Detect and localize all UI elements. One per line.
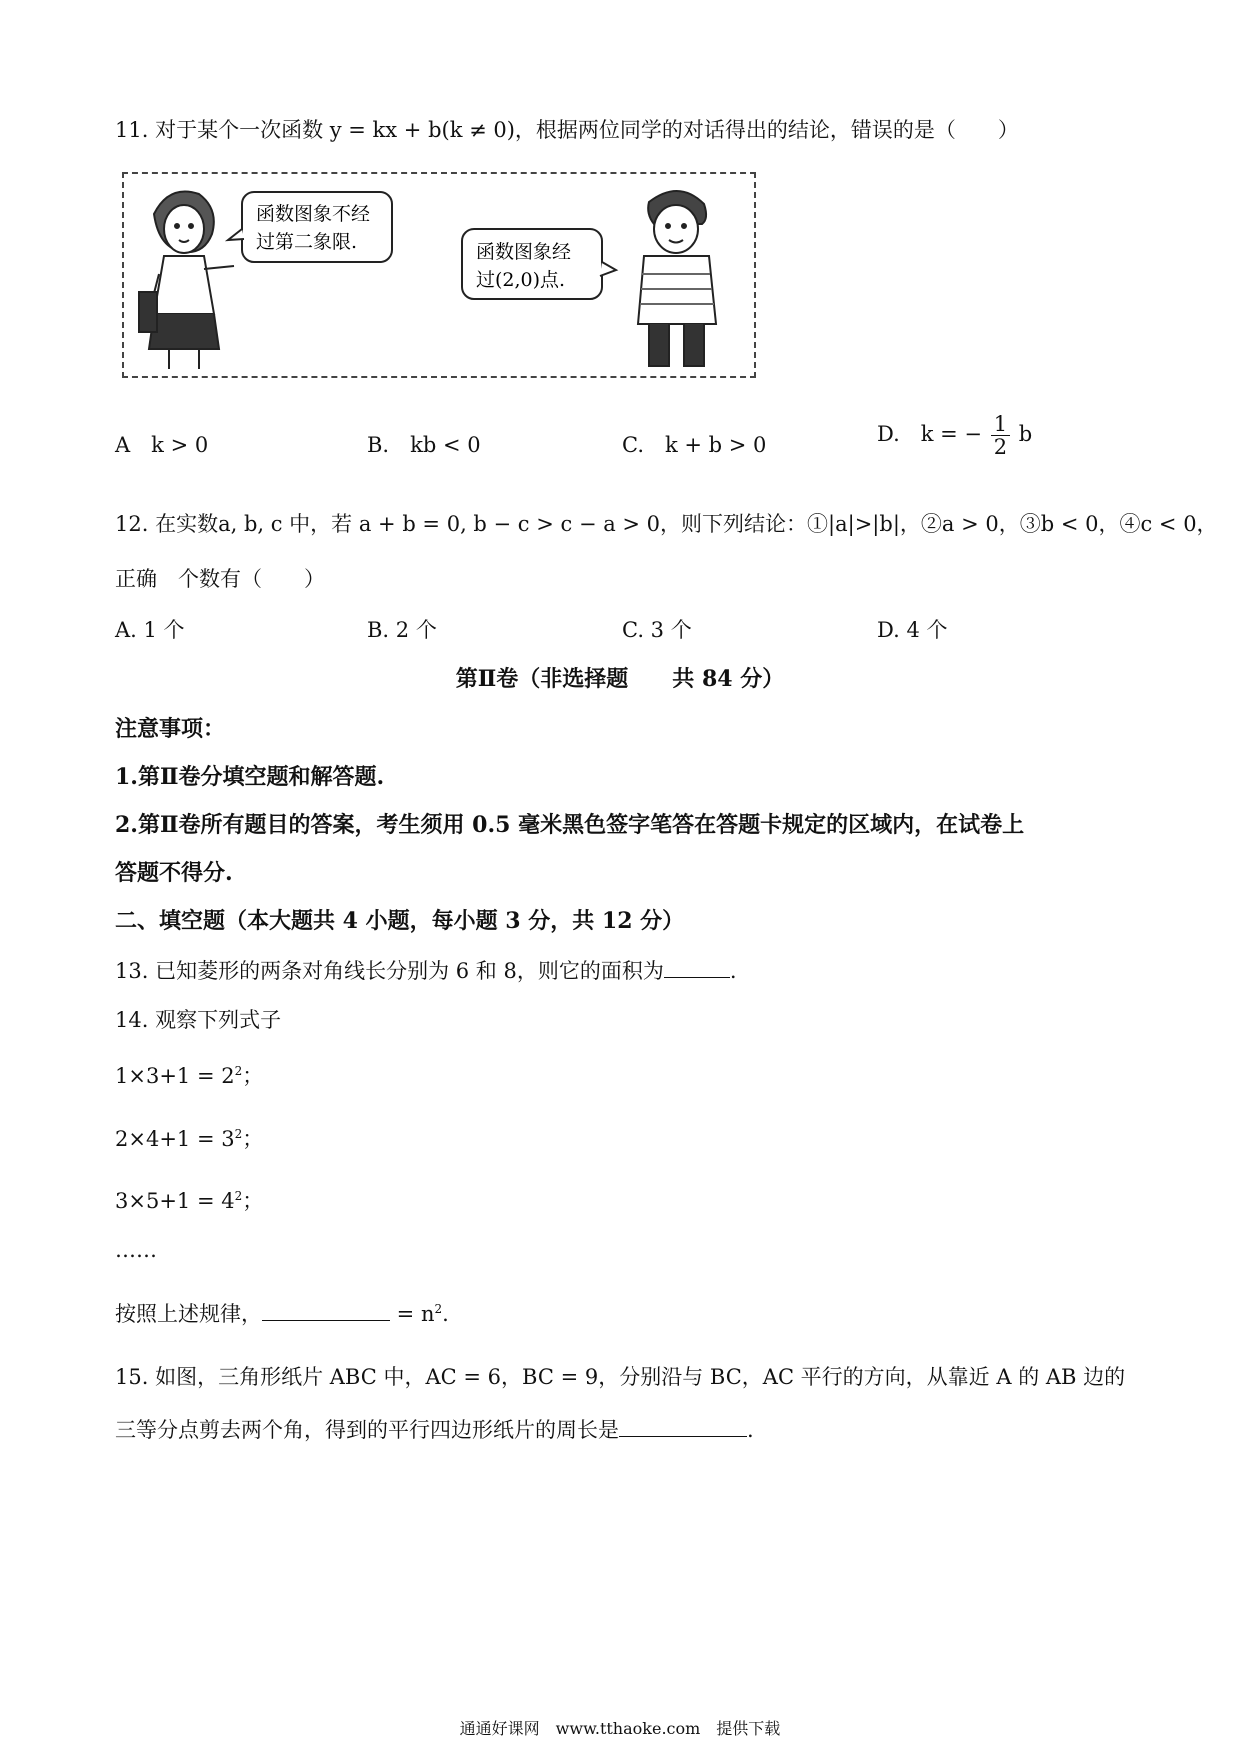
q15-end: . — [747, 1418, 754, 1442]
q11-option-d-suffix: b — [1018, 422, 1033, 446]
q11-option-d — [877, 413, 1032, 458]
q12-option-b: B. 2 个 — [367, 618, 437, 642]
q11-option-d-fraction — [991, 413, 1010, 458]
q14-equation-1 — [115, 1060, 263, 1090]
eq3-exponent: 2 — [234, 1189, 243, 1203]
q14-rule-prefix: 按照上述规律， — [115, 1302, 262, 1326]
q12-stem-line1: 12. 在实数a, b, c 中，若 a + b = 0, b − c > c − a > 0，则下列结论：①|a|>|b|，②a > 0，③b < 0，④c < 0， — [115, 512, 1218, 536]
dialogue-figure — [124, 174, 754, 376]
notice-title: 注意事项： — [115, 716, 226, 742]
girl-speech-bubble — [228, 192, 392, 262]
q11-option-c: C. k + b > 0 — [622, 433, 767, 457]
boy-figure — [638, 191, 716, 366]
dialogue-illustration — [122, 172, 756, 378]
girl-bubble-line1: 函数图象不经 — [256, 203, 371, 225]
eq1-exponent: 2 — [234, 1064, 243, 1078]
q11-option-a: A k > 0 — [115, 433, 209, 457]
q14-equation-2 — [115, 1123, 263, 1153]
eq2-exponent: 2 — [234, 1127, 243, 1141]
q13-end: . — [729, 959, 737, 983]
eq3-end: ； — [242, 1189, 264, 1213]
page-footer: 通通好课网 www.tthaoke.com 提供下载 — [459, 1719, 781, 1738]
q15-answer-blank — [619, 1435, 747, 1437]
q14-stem: 14. 观察下列式子 — [115, 1008, 282, 1032]
girl-bubble-line2: 过第二象限. — [256, 231, 358, 253]
q11-option-b: B. kb < 0 — [367, 433, 481, 457]
q12-stem-line2: 正确 个数有（ ） — [115, 567, 325, 591]
notice-item-2b: 答题不得分. — [115, 860, 233, 886]
boy-bubble-line1: 函数图象经 — [476, 241, 572, 263]
q13 — [115, 955, 737, 985]
q14-rule-end: . — [442, 1302, 449, 1326]
q14-rule — [115, 1298, 449, 1328]
notice-item-2a: 2.第Ⅱ卷所有题目的答案，考生须用 0.5 毫米黑色签字笔答在答题卡规定的区域内，在试卷上 — [115, 812, 1025, 838]
q11-option-d-prefix: D. k = − — [877, 422, 983, 446]
eq2-end: ； — [242, 1127, 264, 1151]
q11-stem: 11. 对于某个一次函数 y = kx + b(k ≠ 0)，根据两位同学的对话得出的结论，错误的是（ ） — [115, 118, 1019, 142]
eq3-base: 3×5+1 = 4 — [115, 1189, 235, 1213]
fraction-denominator: 2 — [993, 435, 1008, 459]
q14-ellipsis: …… — [115, 1238, 157, 1262]
q12-option-c: C. 3 个 — [622, 618, 692, 642]
q13-text: 13. 已知菱形的两条对角线长分别为 6 和 8，则它的面积为 — [115, 959, 664, 983]
girl-figure — [139, 192, 234, 370]
q13-answer-blank — [664, 976, 730, 978]
q14-rule-exponent: 2 — [434, 1302, 443, 1316]
eq1-base: 1×3+1 = 2 — [115, 1064, 235, 1088]
eq2-base: 2×4+1 = 3 — [115, 1127, 235, 1151]
q15-line2-text: 三等分点剪去两个角，得到的平行四边形纸片的周长是 — [115, 1418, 619, 1442]
q12-option-a: A. 1 个 — [115, 618, 185, 642]
notice-item-1: 1.第Ⅱ卷分填空题和解答题. — [115, 764, 385, 790]
q14-equation-3 — [115, 1185, 263, 1215]
part2-title: 二、填空题（本大题共 4 小题，每小题 3 分，共 12 分） — [115, 908, 685, 934]
boy-bubble-line2: 过(2,0)点. — [476, 269, 566, 291]
q15-line1: 15. 如图，三角形纸片 ABC 中，AC = 6，BC = 9，分别沿与 BC，AC 平行的方向，从靠近 A 的 AB 边的 — [115, 1365, 1126, 1389]
q15-line2 — [115, 1414, 754, 1444]
eq1-end: ； — [242, 1064, 264, 1088]
section2-title: 第Ⅱ卷（非选择题 共 84 分） — [455, 666, 785, 692]
q14-answer-blank — [262, 1319, 390, 1321]
boy-speech-bubble — [462, 229, 616, 299]
q12-option-d: D. 4 个 — [877, 618, 948, 642]
fraction-numerator: 1 — [991, 413, 1010, 436]
q14-rule-suffix: = n — [390, 1302, 435, 1326]
